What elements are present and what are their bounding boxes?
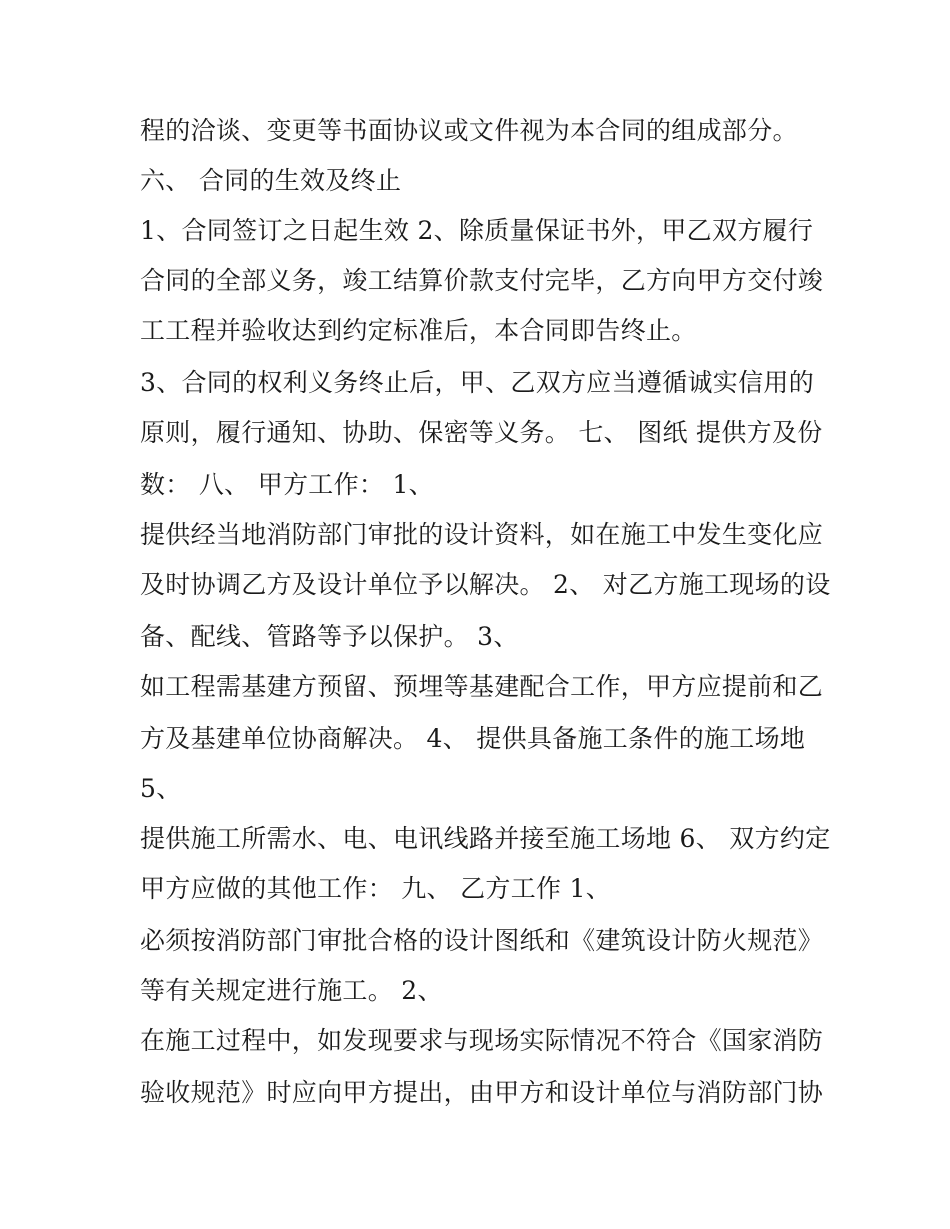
section-heading: 六、 合同的生效及终止	[140, 166, 402, 195]
text-line: 备、配线、管路等予以保护。 3、	[140, 622, 519, 651]
text-line: 方及基建单位协商解决。 4、 提供具备施工条件的施工场地	[140, 724, 806, 753]
text-line: 在施工过程中，如发现要求与现场实际情况不符合《国家消防	[140, 1026, 824, 1055]
text-line: 原则，履行通知、协助、保密等义务。 七、 图纸 提供方及份	[140, 418, 823, 447]
text-line: 工工程并验收达到约定标准后，本合同即告终止。	[140, 316, 697, 345]
text-line: 数： 八、 甲方工作： 1、	[140, 470, 434, 499]
text-line: 1、合同签订之日起生效 2、除质量保证书外，甲乙双方履行	[140, 216, 814, 245]
text-line: 5、	[140, 774, 182, 803]
text-line: 及时协调乙方及设计单位予以解决。 2、 对乙方施工现场的设	[140, 570, 831, 599]
text-line: 必须按消防部门审批合格的设计图纸和《建筑设计防火规范》	[140, 926, 824, 955]
text-line: 3、合同的权利义务终止后，甲、乙双方应当遵循诚实信用的	[140, 368, 815, 397]
text-line: 验收规范》时应向甲方提出，由甲方和设计单位与消防部门协	[140, 1078, 824, 1107]
text-line: 如工程需基建方预留、预埋等基建配合工作，甲方应提前和乙	[140, 672, 824, 701]
text-line: 合同的全部义务，竣工结算价款支付完毕，乙方向甲方交付竣	[140, 266, 824, 295]
text-line: 程的洽谈、变更等书面协议或文件视为本合同的组成部分。	[140, 116, 798, 145]
text-line: 等有关规定进行施工。 2、	[140, 976, 443, 1005]
text-line: 提供施工所需水、电、电讯线路并接至施工场地 6、 双方约定	[140, 824, 831, 853]
text-line: 提供经当地消防部门审批的设计资料，如在施工中发生变化应	[140, 520, 824, 549]
text-line: 甲方应做的其他工作： 九、 乙方工作 1、	[140, 874, 612, 903]
